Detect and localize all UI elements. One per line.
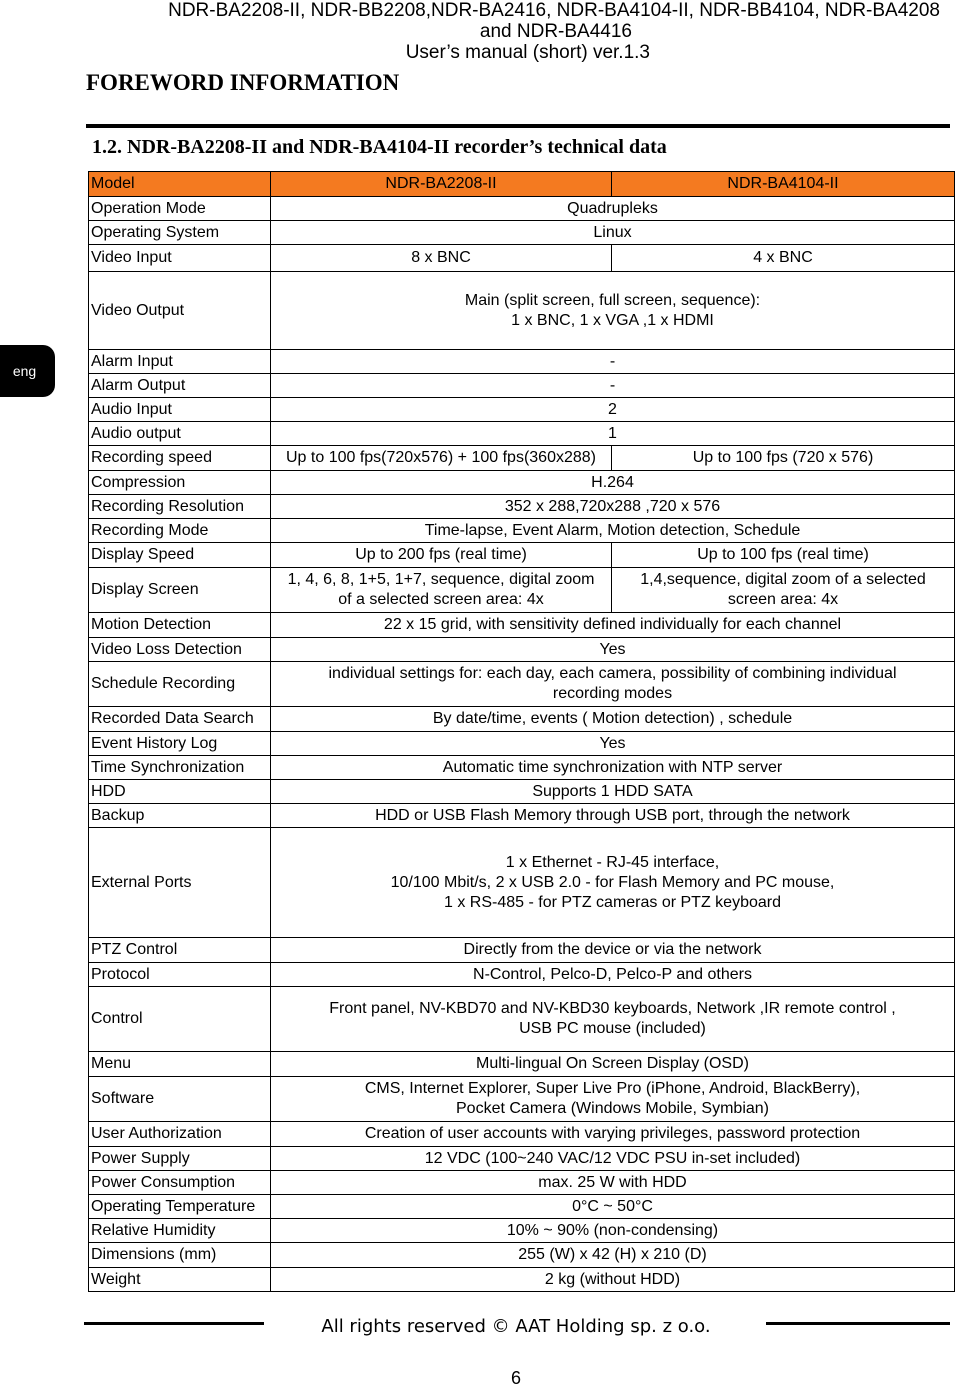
row-value: N-Control, Pelco-D, Pelco-P and others bbox=[271, 963, 955, 987]
row-value: Yes bbox=[271, 638, 955, 662]
row-label: Alarm Output bbox=[89, 374, 271, 398]
row-value-line3: 1 x RS-485 - for PTZ cameras or PTZ keyboard bbox=[444, 893, 781, 911]
table-row bbox=[89, 471, 955, 495]
row-label: Protocol bbox=[89, 963, 271, 987]
doc-header-line1: NDR-BA2208-II, NDR-BB2208,NDR-BA2416, NDR-BA4104-II, NDR-BB4104, NDR-BA4208 bbox=[168, 0, 940, 21]
row-label: Motion Detection bbox=[89, 613, 271, 638]
row-value-line1: individual settings for: each day, each camera, possibility of combining individual bbox=[328, 665, 897, 682]
table-row bbox=[89, 732, 955, 756]
table-row bbox=[89, 1268, 955, 1292]
table-row bbox=[89, 272, 955, 350]
row-value-line1: Front panel, NV-KBD70 and NV-KBD30 keyboards, Network ,IR remote control , bbox=[329, 1000, 896, 1017]
row-value: By date/time, events ( Motion detection) , schedule bbox=[271, 707, 955, 732]
table-row bbox=[89, 1171, 955, 1195]
row-label: PTZ Control bbox=[89, 938, 271, 963]
table-row bbox=[89, 987, 955, 1052]
row-value: 12 VDC (100~240 VAC/12 VDC PSU in-set included) bbox=[271, 1147, 955, 1171]
subsection-title: 1.2. NDR-BA2208-II and NDR-BA4104-II recorder’s technical data bbox=[92, 136, 667, 158]
table-row bbox=[89, 938, 955, 963]
row-value-line1: 1, 4, 6, 8, 1+5, 1+7, sequence, digital zoom bbox=[287, 571, 595, 588]
spec-table bbox=[88, 171, 955, 1292]
row-label: Operating System bbox=[89, 221, 271, 245]
table-row bbox=[89, 828, 955, 938]
row-label: Video Output bbox=[89, 272, 271, 350]
row-value-col1: Up to 200 fps (real time) bbox=[271, 543, 612, 568]
table-row bbox=[89, 613, 955, 638]
row-label: Schedule Recording bbox=[89, 662, 271, 707]
row-value-line2: 10/100 Mbit/s, 2 x USB 2.0 - for Flash Memory and PC mouse, bbox=[390, 873, 835, 891]
row-value: Quadrupleks bbox=[271, 197, 955, 221]
row-value: 0°C ~ 50°C bbox=[271, 1195, 955, 1219]
row-value: - bbox=[271, 350, 955, 374]
header-divider bbox=[86, 124, 950, 128]
table-row bbox=[89, 1122, 955, 1147]
table-row bbox=[89, 221, 955, 245]
table-row bbox=[89, 756, 955, 780]
row-value-line2: USB PC mouse (included) bbox=[519, 1020, 706, 1037]
table-row bbox=[89, 1195, 955, 1219]
row-value: Multi-lingual On Screen Display (OSD) bbox=[271, 1052, 955, 1077]
footer-copyright: All rights reserved © AAT Holding sp. z o.o. bbox=[321, 1316, 711, 1337]
table-row bbox=[89, 398, 955, 422]
table-row bbox=[89, 374, 955, 398]
row-value-col2 bbox=[612, 568, 955, 613]
table-row bbox=[89, 1219, 955, 1243]
table-row bbox=[89, 197, 955, 221]
row-value bbox=[271, 987, 955, 1052]
row-value: 352 x 288,720x288 ,720 x 576 bbox=[271, 495, 955, 519]
row-value-col1: Up to 100 fps(720x576) + 100 fps(360x288) bbox=[271, 446, 612, 471]
row-label: Video Input bbox=[89, 245, 271, 272]
row-value-line2: of a selected screen area: 4x bbox=[338, 591, 544, 608]
row-value: 2 bbox=[271, 398, 955, 422]
model-col2: NDR-BA4104-II bbox=[612, 172, 955, 197]
table-row-model bbox=[89, 172, 955, 197]
row-value-line1: Main (split screen, full screen, sequence): bbox=[464, 291, 761, 309]
row-value-col2: 4 x BNC bbox=[612, 245, 955, 272]
table-row bbox=[89, 780, 955, 804]
row-label: Weight bbox=[89, 1268, 271, 1292]
row-value: Yes bbox=[271, 732, 955, 756]
row-value bbox=[271, 1077, 955, 1122]
row-label: Operating Temperature bbox=[89, 1195, 271, 1219]
row-label: Event History Log bbox=[89, 732, 271, 756]
row-label: Compression bbox=[89, 471, 271, 495]
row-value-line1: 1 x Ethernet - RJ-45 interface, bbox=[505, 853, 720, 871]
row-label: Model bbox=[89, 172, 271, 197]
row-value: H.264 bbox=[271, 471, 955, 495]
row-label: Recording Resolution bbox=[89, 495, 271, 519]
table-row bbox=[89, 963, 955, 987]
row-label: Menu bbox=[89, 1052, 271, 1077]
table-row bbox=[89, 495, 955, 519]
row-value: 10% ~ 90% (non-condensing) bbox=[271, 1219, 955, 1243]
table-row bbox=[89, 638, 955, 662]
row-value: HDD or USB Flash Memory through USB port, through the network bbox=[271, 804, 955, 828]
row-value: Creation of user accounts with varying privileges, password protection bbox=[271, 1122, 955, 1147]
row-value: max. 25 W with HDD bbox=[271, 1171, 955, 1195]
table-row bbox=[89, 245, 955, 272]
row-value: - bbox=[271, 374, 955, 398]
row-value bbox=[271, 662, 955, 707]
row-value-line1: 1,4,sequence, digital zoom of a selected bbox=[640, 571, 926, 588]
row-label: Recording Mode bbox=[89, 519, 271, 543]
row-value bbox=[271, 272, 955, 350]
row-label: Recorded Data Search bbox=[89, 707, 271, 732]
language-tab: eng bbox=[0, 345, 55, 397]
row-label: Power Consumption bbox=[89, 1171, 271, 1195]
row-value-col2: Up to 100 fps (720 x 576) bbox=[612, 446, 955, 471]
row-label: Display Speed bbox=[89, 543, 271, 568]
row-value: 2 kg (without HDD) bbox=[271, 1268, 955, 1292]
section-title: FOREWORD INFORMATION bbox=[86, 70, 400, 95]
row-value: Time-lapse, Event Alarm, Motion detection, Schedule bbox=[271, 519, 955, 543]
table-row bbox=[89, 707, 955, 732]
table-row bbox=[89, 519, 955, 543]
page-number: 6 bbox=[510, 1368, 521, 1388]
table-row bbox=[89, 350, 955, 374]
row-value: Supports 1 HDD SATA bbox=[271, 780, 955, 804]
row-value: 22 x 15 grid, with sensitivity defined individually for each channel bbox=[271, 613, 955, 638]
table-row bbox=[89, 1243, 955, 1268]
table-row bbox=[89, 804, 955, 828]
row-label: Operation Mode bbox=[89, 197, 271, 221]
row-label: Software bbox=[89, 1077, 271, 1122]
row-label: Time Synchronization bbox=[89, 756, 271, 780]
row-value-line2: Pocket Camera (Windows Mobile, Symbian) bbox=[456, 1100, 769, 1117]
table-row bbox=[89, 422, 955, 446]
row-label: Alarm Input bbox=[89, 350, 271, 374]
row-value-line2: recording modes bbox=[552, 685, 673, 702]
table-row bbox=[89, 446, 955, 471]
doc-header-line2: and NDR-BA4416 bbox=[479, 21, 632, 42]
row-value-col1 bbox=[271, 568, 612, 613]
row-label: Backup bbox=[89, 804, 271, 828]
table-row bbox=[89, 568, 955, 613]
row-label: Video Loss Detection bbox=[89, 638, 271, 662]
row-value: 1 bbox=[271, 422, 955, 446]
table-row bbox=[89, 1052, 955, 1077]
row-value-line1: CMS, Internet Explorer, Super Live Pro (iPhone, Android, BlackBerry), bbox=[364, 1080, 861, 1097]
row-label: Display Screen bbox=[89, 568, 271, 613]
row-value: Automatic time synchronization with NTP server bbox=[271, 756, 955, 780]
table-row bbox=[89, 662, 955, 707]
row-label: User Authorization bbox=[89, 1122, 271, 1147]
row-label: Power Supply bbox=[89, 1147, 271, 1171]
doc-header-line3: User’s manual (short) ver.1.3 bbox=[405, 42, 650, 63]
row-label: Recording speed bbox=[89, 446, 271, 471]
row-label: Relative Humidity bbox=[89, 1219, 271, 1243]
row-value: Directly from the device or via the network bbox=[271, 938, 955, 963]
row-value-line2: 1 x BNC, 1 x VGA ,1 x HDMI bbox=[511, 311, 714, 329]
table-row bbox=[89, 543, 955, 568]
row-label: HDD bbox=[89, 780, 271, 804]
row-label: External Ports bbox=[89, 828, 271, 938]
row-value bbox=[271, 828, 955, 938]
model-col1: NDR-BA2208-II bbox=[271, 172, 612, 197]
row-value-line2: screen area: 4x bbox=[727, 591, 839, 608]
row-value-col1: 8 x BNC bbox=[271, 245, 612, 272]
row-label: Control bbox=[89, 987, 271, 1052]
row-value: 255 (W) x 42 (H) x 210 (D) bbox=[271, 1243, 955, 1268]
table-row bbox=[89, 1077, 955, 1122]
table-row bbox=[89, 1147, 955, 1171]
row-label: Audio Input bbox=[89, 398, 271, 422]
row-value-col2: Up to 100 fps (real time) bbox=[612, 543, 955, 568]
row-label: Dimensions (mm) bbox=[89, 1243, 271, 1268]
row-value: Linux bbox=[271, 221, 955, 245]
row-label: Audio output bbox=[89, 422, 271, 446]
